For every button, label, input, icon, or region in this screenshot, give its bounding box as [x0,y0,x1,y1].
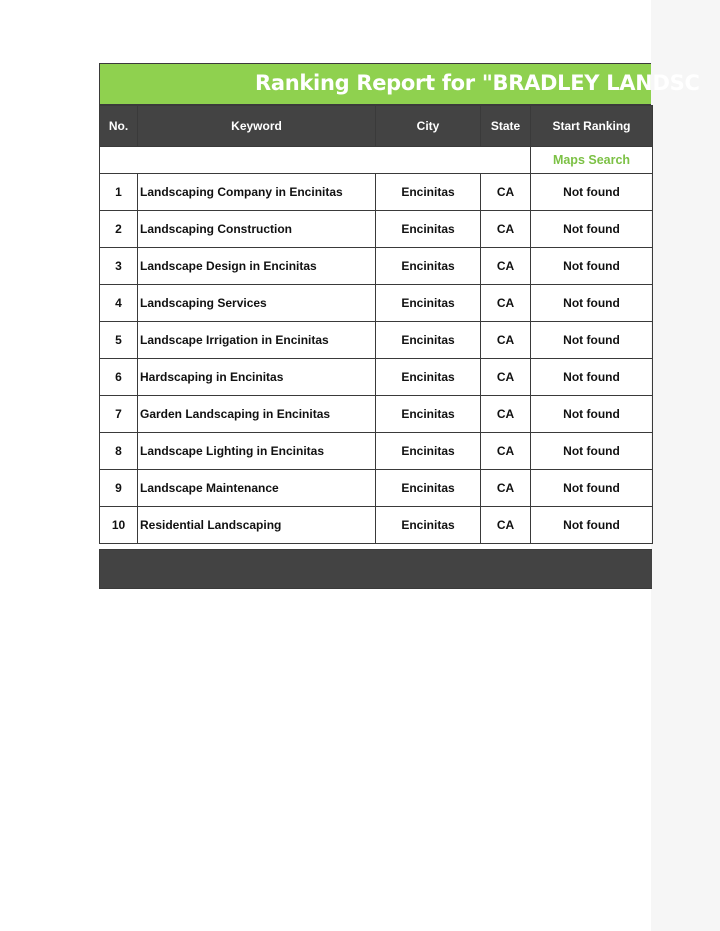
cell-keyword: Hardscaping in Encinitas [138,359,376,396]
cell-keyword: Landscaping Services [138,285,376,322]
cell-city: Encinitas [376,359,481,396]
cell-city: Encinitas [376,470,481,507]
cell-no: 7 [100,396,138,433]
cell-keyword: Landscape Design in Encinitas [138,248,376,285]
table-row [100,211,653,248]
cell-start-ranking: Not found [531,507,653,544]
cell-start-ranking: Not found [531,285,653,322]
report-title-bar [99,63,700,105]
cell-state: CA [481,396,531,433]
cell-start-ranking: Not found [531,211,653,248]
cell-keyword: Landscaping Company in Encinitas [138,174,376,211]
table-row [100,359,653,396]
cell-start-ranking: Not found [531,248,653,285]
cell-city: Encinitas [376,507,481,544]
cell-start-ranking: Not found [531,470,653,507]
cell-city: Encinitas [376,285,481,322]
cell-start-ranking: Not found [531,433,653,470]
cell-state: CA [481,322,531,359]
cell-keyword: Landscaping Construction [138,211,376,248]
page-edge-strip [651,0,720,931]
cell-city: Encinitas [376,322,481,359]
cell-keyword: Landscape Maintenance [138,470,376,507]
table-row [100,507,653,544]
cell-city: Encinitas [376,174,481,211]
cell-state: CA [481,211,531,248]
cell-no: 8 [100,433,138,470]
table-header-row [100,106,653,147]
cell-state: CA [481,433,531,470]
cell-keyword: Garden Landscaping in Encinitas [138,396,376,433]
column-header-keyword: Keyword [138,106,376,147]
cell-no: 2 [100,211,138,248]
cell-start-ranking: Not found [531,174,653,211]
cell-state: CA [481,470,531,507]
cell-no: 4 [100,285,138,322]
cell-no: 3 [100,248,138,285]
cell-start-ranking: Not found [531,359,653,396]
cell-state: CA [481,359,531,396]
report-title: Ranking Report for "BRADLEY LANDSC [255,71,700,95]
ranking-report [99,63,700,589]
cell-state: CA [481,248,531,285]
cell-city: Encinitas [376,211,481,248]
section-spacer [100,147,531,174]
column-header-start-ranking: Start Ranking [531,106,653,147]
cell-start-ranking: Not found [531,396,653,433]
cell-keyword: Residential Landscaping [138,507,376,544]
table-row [100,433,653,470]
table-row [100,248,653,285]
column-header-no: No. [100,106,138,147]
cell-city: Encinitas [376,433,481,470]
table-row [100,396,653,433]
cell-no: 9 [100,470,138,507]
cell-no: 1 [100,174,138,211]
table-row [100,285,653,322]
cell-no: 5 [100,322,138,359]
cell-state: CA [481,285,531,322]
table-row [100,322,653,359]
column-header-city: City [376,106,481,147]
cell-state: CA [481,174,531,211]
column-header-state: State [481,106,531,147]
ranking-table [99,105,653,544]
report-footer-bar [99,549,652,589]
cell-keyword: Landscape Lighting in Encinitas [138,433,376,470]
table-row [100,470,653,507]
cell-state: CA [481,507,531,544]
cell-start-ranking: Not found [531,322,653,359]
cell-no: 6 [100,359,138,396]
section-label-maps-search: Maps Search [531,147,653,174]
section-row [100,147,653,174]
cell-keyword: Landscape Irrigation in Encinitas [138,322,376,359]
cell-city: Encinitas [376,248,481,285]
cell-city: Encinitas [376,396,481,433]
table-row [100,174,653,211]
cell-no: 10 [100,507,138,544]
